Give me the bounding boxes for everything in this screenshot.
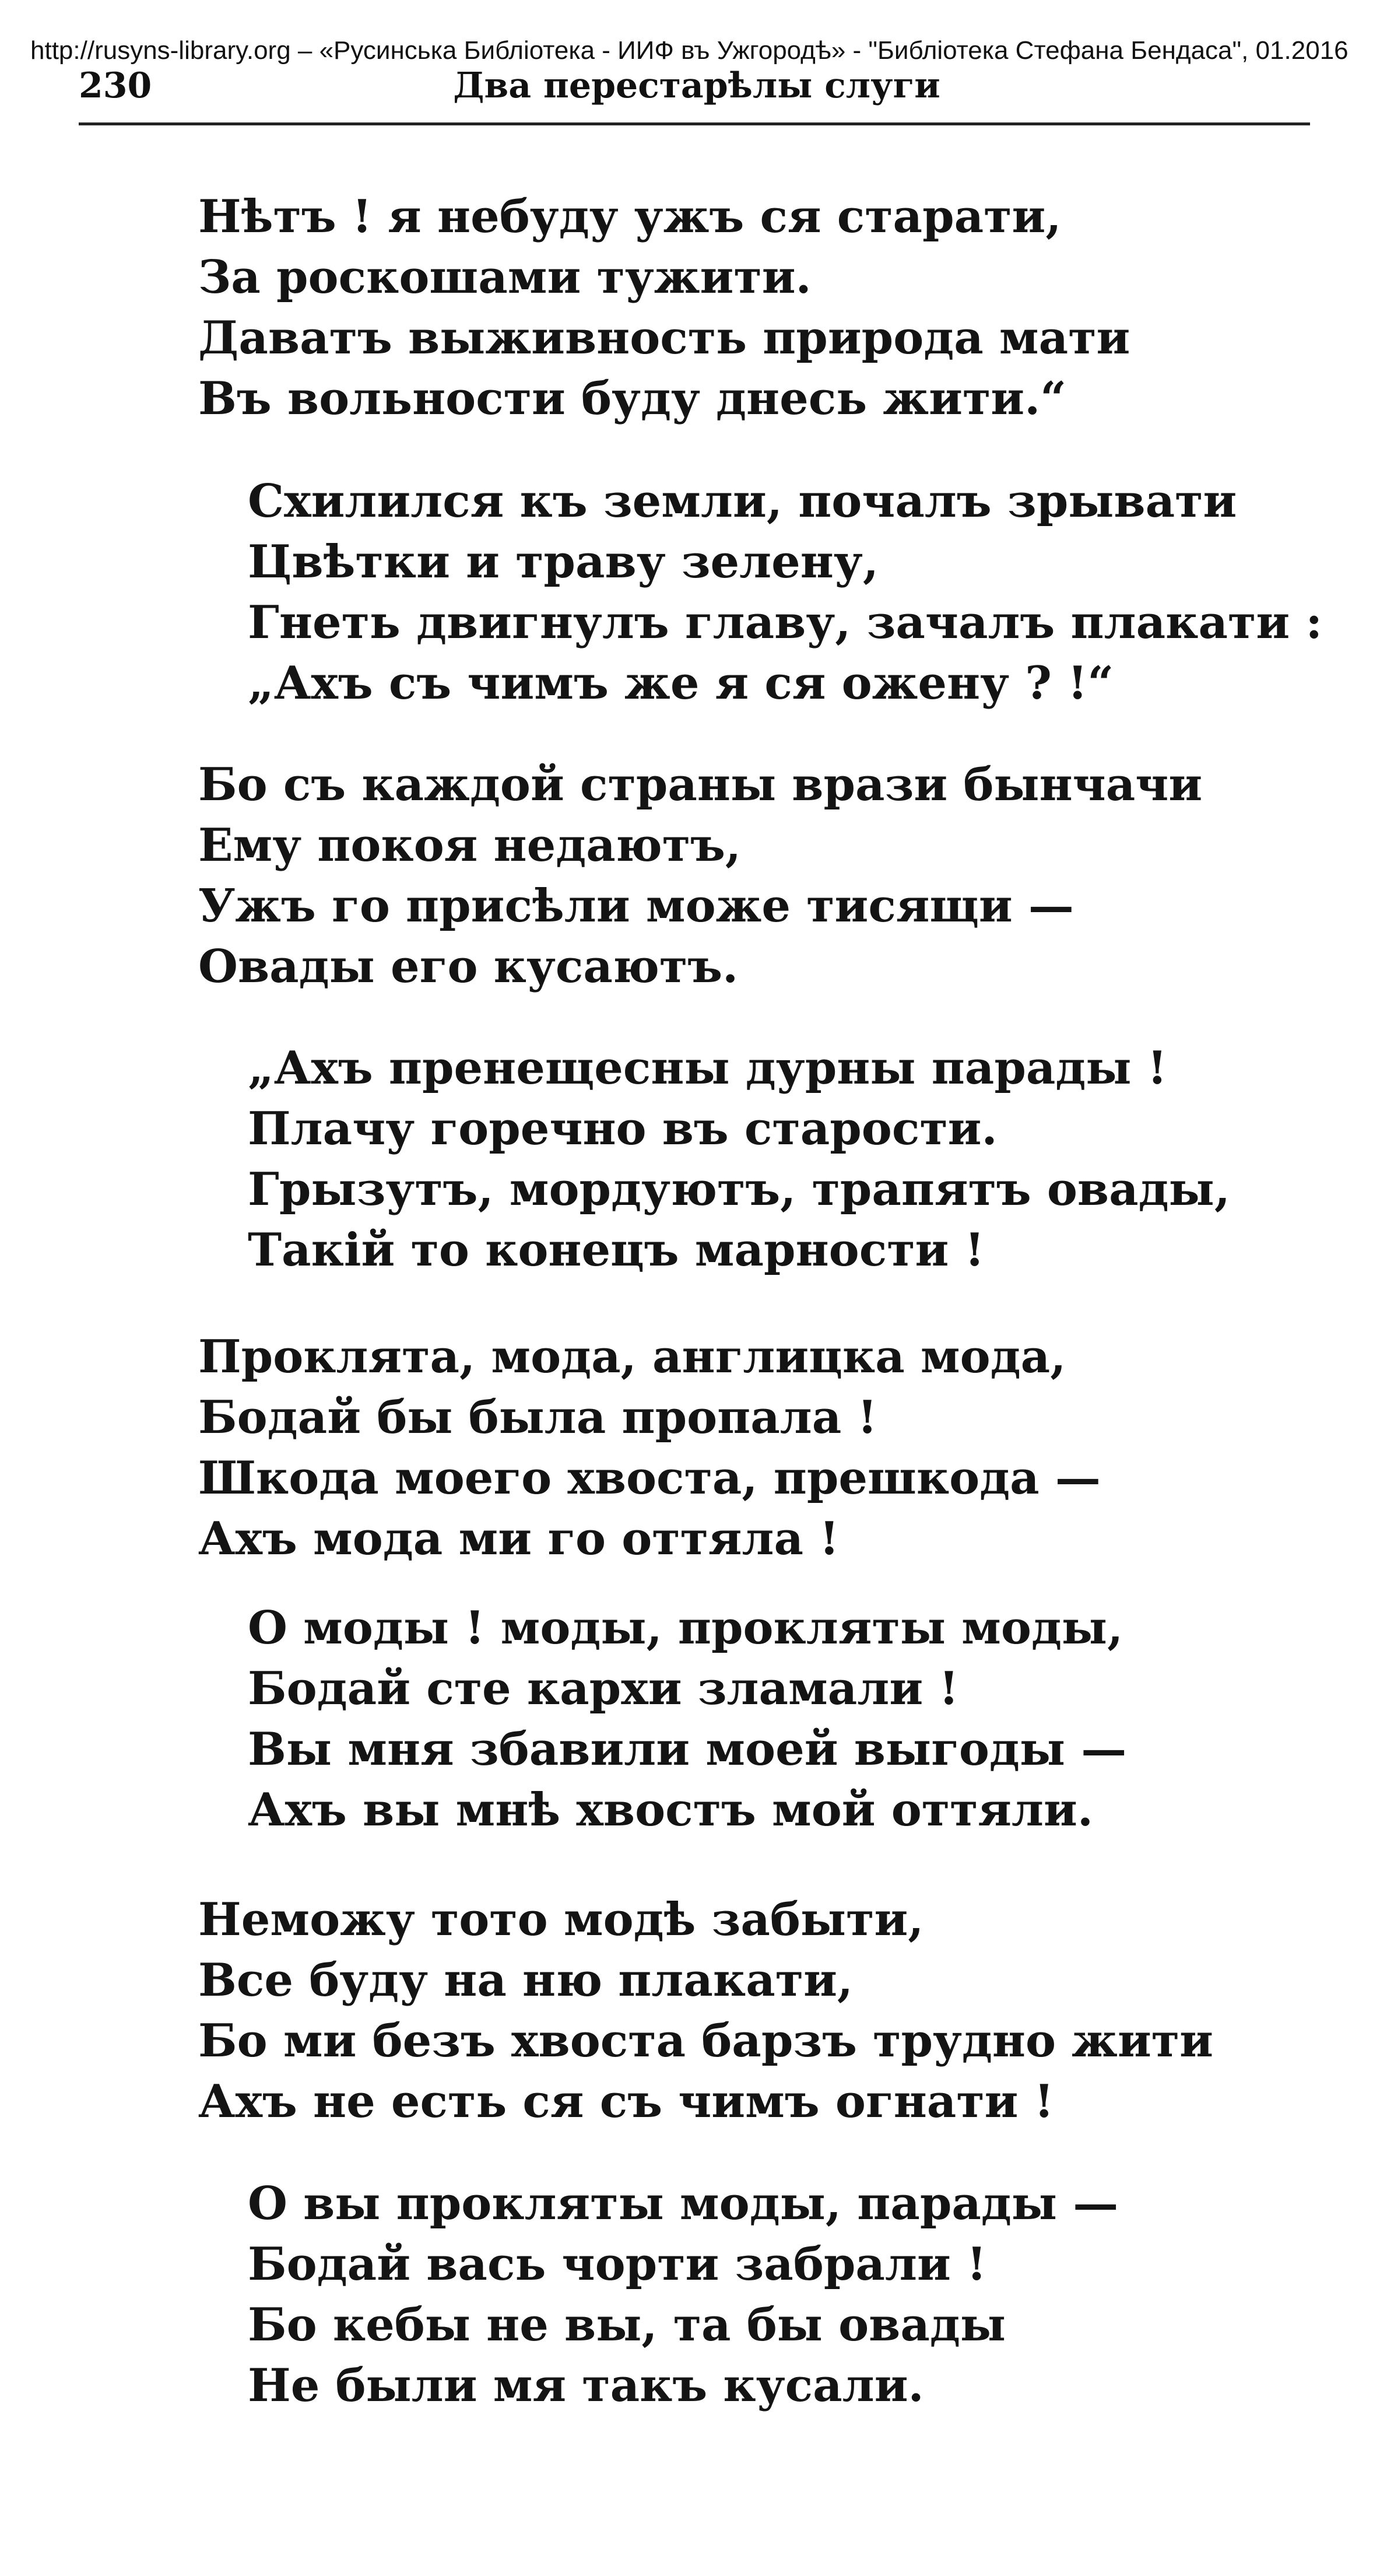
verse-line: Все буду на ню плакати, (198, 1954, 854, 2007)
verse-line: Овады его кусаютъ. (198, 940, 739, 993)
verse-line: Плачу горечно въ старости. (248, 1102, 998, 1155)
verse-line: Гнеть двигнулъ главу, зачалъ плакати : (248, 596, 1323, 649)
verse-line: Бо съ каждой страны врази бынчачи (198, 758, 1203, 811)
verse-line: За роскошами тужити. (198, 251, 812, 304)
stanza-8 (248, 2174, 1118, 2416)
running-title: Два перестарѣлы слуги (453, 65, 940, 106)
source-url: http://rusyns-library.org – «Русинська Библіотека - ИИФ въ Ужгородѣ» - "Библіотека Стефана Бендаса", 01.2016 (30, 36, 1349, 65)
stanza-1 (198, 187, 1130, 429)
stanza-3 (198, 755, 1202, 997)
verse-line: Ужъ го присѣли може тисящи — (198, 879, 1074, 933)
page-number: 230 (79, 65, 152, 106)
stanza-4 (248, 1038, 1230, 1281)
verse-line: Схилился къ земли, почалъ зрывати (248, 475, 1237, 528)
verse-line: Бодай вась чорти забрали ! (248, 2238, 987, 2291)
stanza-7 (198, 1890, 1213, 2132)
verse-line: О вы прокляты моды, парады — (248, 2177, 1119, 2230)
verse-line: О моды ! моды, прокляты моды, (248, 1601, 1123, 1655)
verse-line: Цвѣтки и траву зелену, (248, 535, 879, 588)
stanza-6 (248, 1598, 1126, 1841)
verse-line: Нѣтъ ! я небуду ужъ ся старати, (198, 190, 1062, 243)
verse-line: Ему покоя недаютъ, (198, 819, 742, 872)
verse-line: Даватъ выживность природа мати (198, 311, 1130, 365)
stanza-5 (198, 1327, 1101, 1569)
verse-line: Неможу тото модѣ забыти, (198, 1893, 924, 1946)
verse-line: Бо ми безъ хвоста барзъ трудно жити (198, 2014, 1213, 2067)
verse-line: Проклята, мода, англицка мода, (198, 1330, 1066, 1383)
verse-line: Бодай сте кархи зламали ! (248, 1662, 959, 1715)
verse-line: „Ахъ пренещесны дурны парады ! (248, 1042, 1167, 1095)
verse-line: Такій то конецъ марности ! (248, 1224, 985, 1277)
verse-line: Не были мя такъ кусали. (248, 2359, 924, 2412)
verse-line: Грызутъ, мордуютъ, трапятъ овады, (248, 1163, 1230, 1216)
stanza-2 (248, 471, 1322, 714)
verse-line: Ахъ не есть ся съ чимъ огнати ! (198, 2075, 1054, 2128)
verse-line: Бо кебы не вы, та бы овады (248, 2298, 1006, 2351)
verse-line: Вы мня збавили моей выгоды — (248, 1723, 1127, 1776)
verse-line: Шкода моего хвоста, прешкода — (198, 1452, 1101, 1505)
verse-line: Ахъ вы мнѣ хвостъ мой оттяли. (248, 1783, 1094, 1837)
verse-line: Въ вольности буду днесь жити.“ (198, 372, 1067, 425)
verse-line: Бодай бы была пропала ! (198, 1391, 877, 1444)
verse-line: „Ахъ съ чимъ же я ся ожену ? !“ (248, 657, 1114, 710)
verse-line: Ахъ мода ми го оттяла ! (198, 1512, 840, 1565)
